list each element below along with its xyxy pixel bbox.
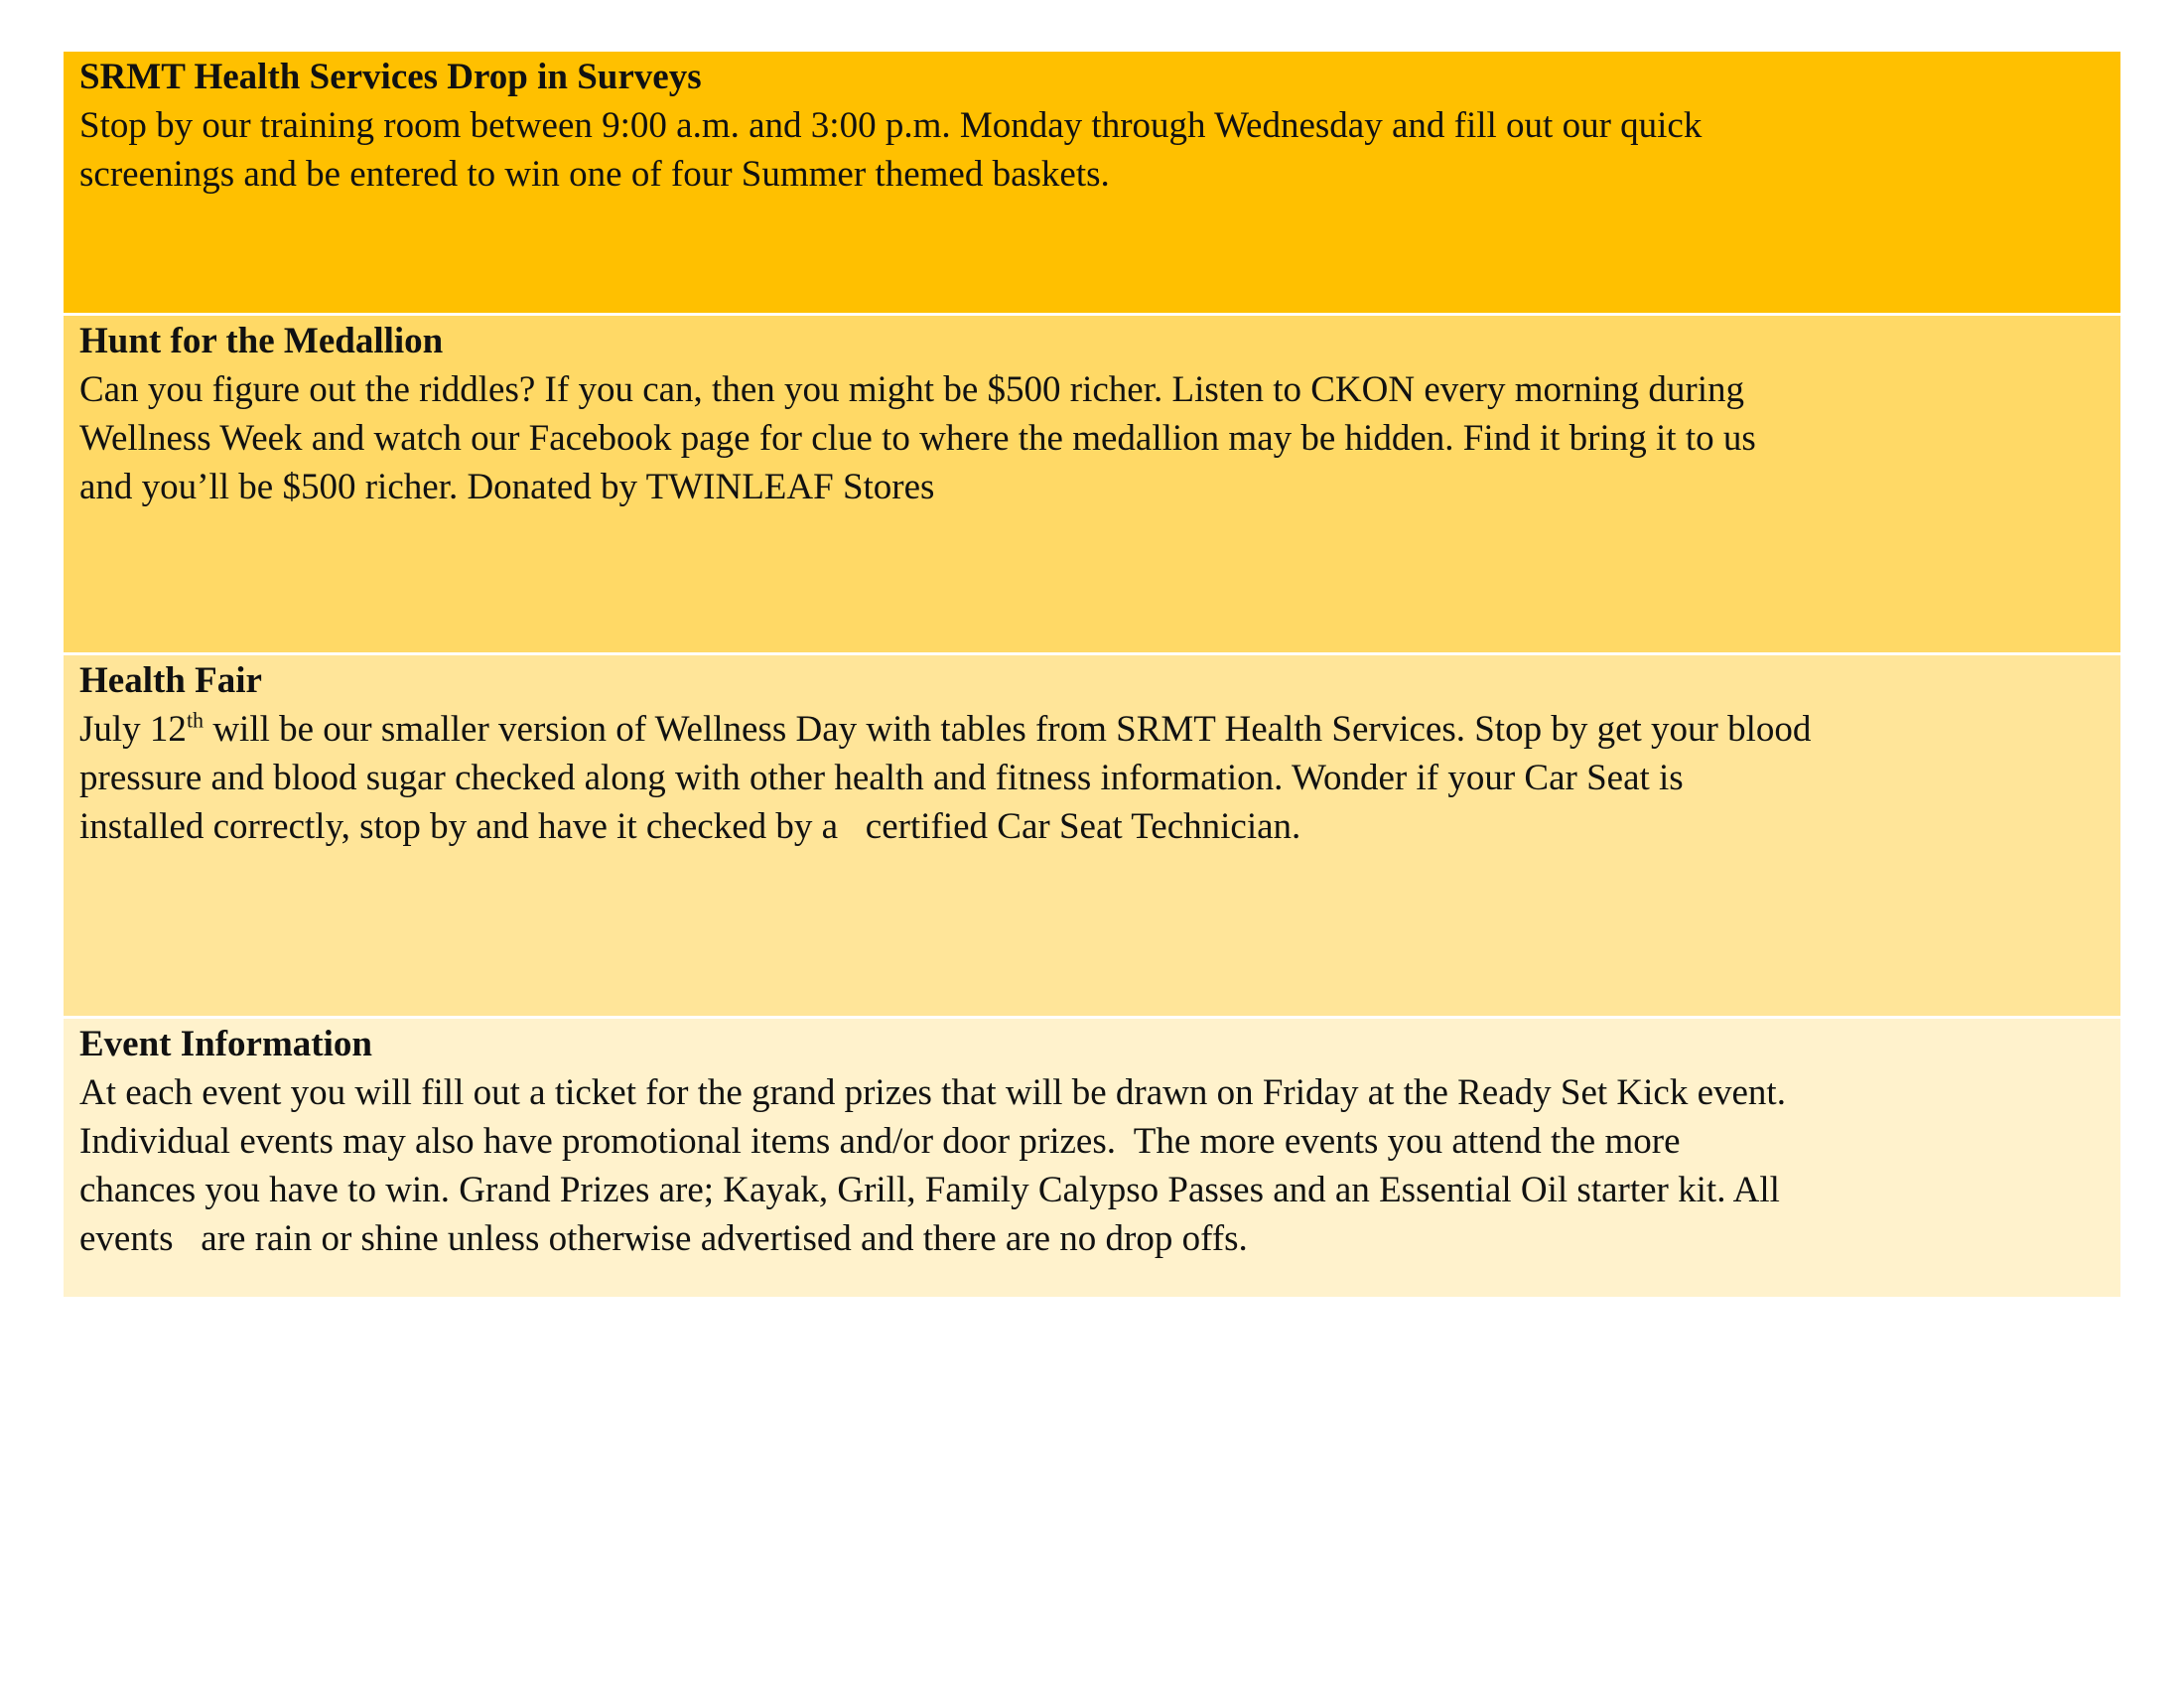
row-text-line: Can you figure out the riddles? If you can, then you might be $500 richer. Listen to CKON every morning during [79, 369, 1744, 410]
row-title: SRMT Health Services Drop in Surveys [79, 57, 702, 97]
table-row-drop-in-surveys [64, 52, 2120, 316]
date-text: July 12 [79, 709, 187, 750]
table-row-health-fair [64, 655, 2120, 1019]
line-remainder: will be our smaller version of Wellness Day with tables from SRMT Health Services. Stop by get your blood [204, 709, 1812, 750]
table-row-hunt-medallion [64, 316, 2120, 655]
row-text-line: Individual events may also have promotional items and/or door prizes. The more events you attend the more [79, 1121, 1681, 1162]
row-text-line: screenings and be entered to win one of four Summer themed baskets. [79, 154, 1110, 195]
row-text-line: Stop by our training room between 9:00 a.m. and 3:00 p.m. Monday through Wednesday and fill out our quick [79, 105, 1703, 146]
row-text-line: pressure and blood sugar checked along with other health and fitness information. Wonder if your Car Seat is [79, 758, 1684, 798]
row-title: Event Information [79, 1024, 372, 1064]
row-title: Health Fair [79, 660, 262, 701]
row-text-line [79, 705, 2105, 754]
row-text-line: events are rain or shine unless otherwise advertised and there are no drop offs. [79, 1218, 1248, 1259]
row-text-line: Wellness Week and watch our Facebook page for clue to where the medallion may be hidden. Find it bring it to us [79, 418, 1756, 459]
row-title: Hunt for the Medallion [79, 321, 444, 361]
row-text-line: At each event you will fill out a ticket for the grand prizes that will be drawn on Friday at the Ready Set Kick event. [79, 1072, 1786, 1113]
row-text-line: chances you have to win. Grand Prizes are; Kayak, Grill, Family Calypso Passes and an Essential Oil starter kit. All [79, 1170, 1780, 1210]
date-superscript: th [186, 707, 205, 733]
row-text-line: and you’ll be $500 richer. Donated by TWINLEAF Stores [79, 467, 935, 507]
events-table [64, 52, 2120, 1297]
row-text-line: installed correctly, stop by and have it checked by a certified Car Seat Technician. [79, 806, 1301, 847]
table-row-event-information [64, 1019, 2120, 1297]
